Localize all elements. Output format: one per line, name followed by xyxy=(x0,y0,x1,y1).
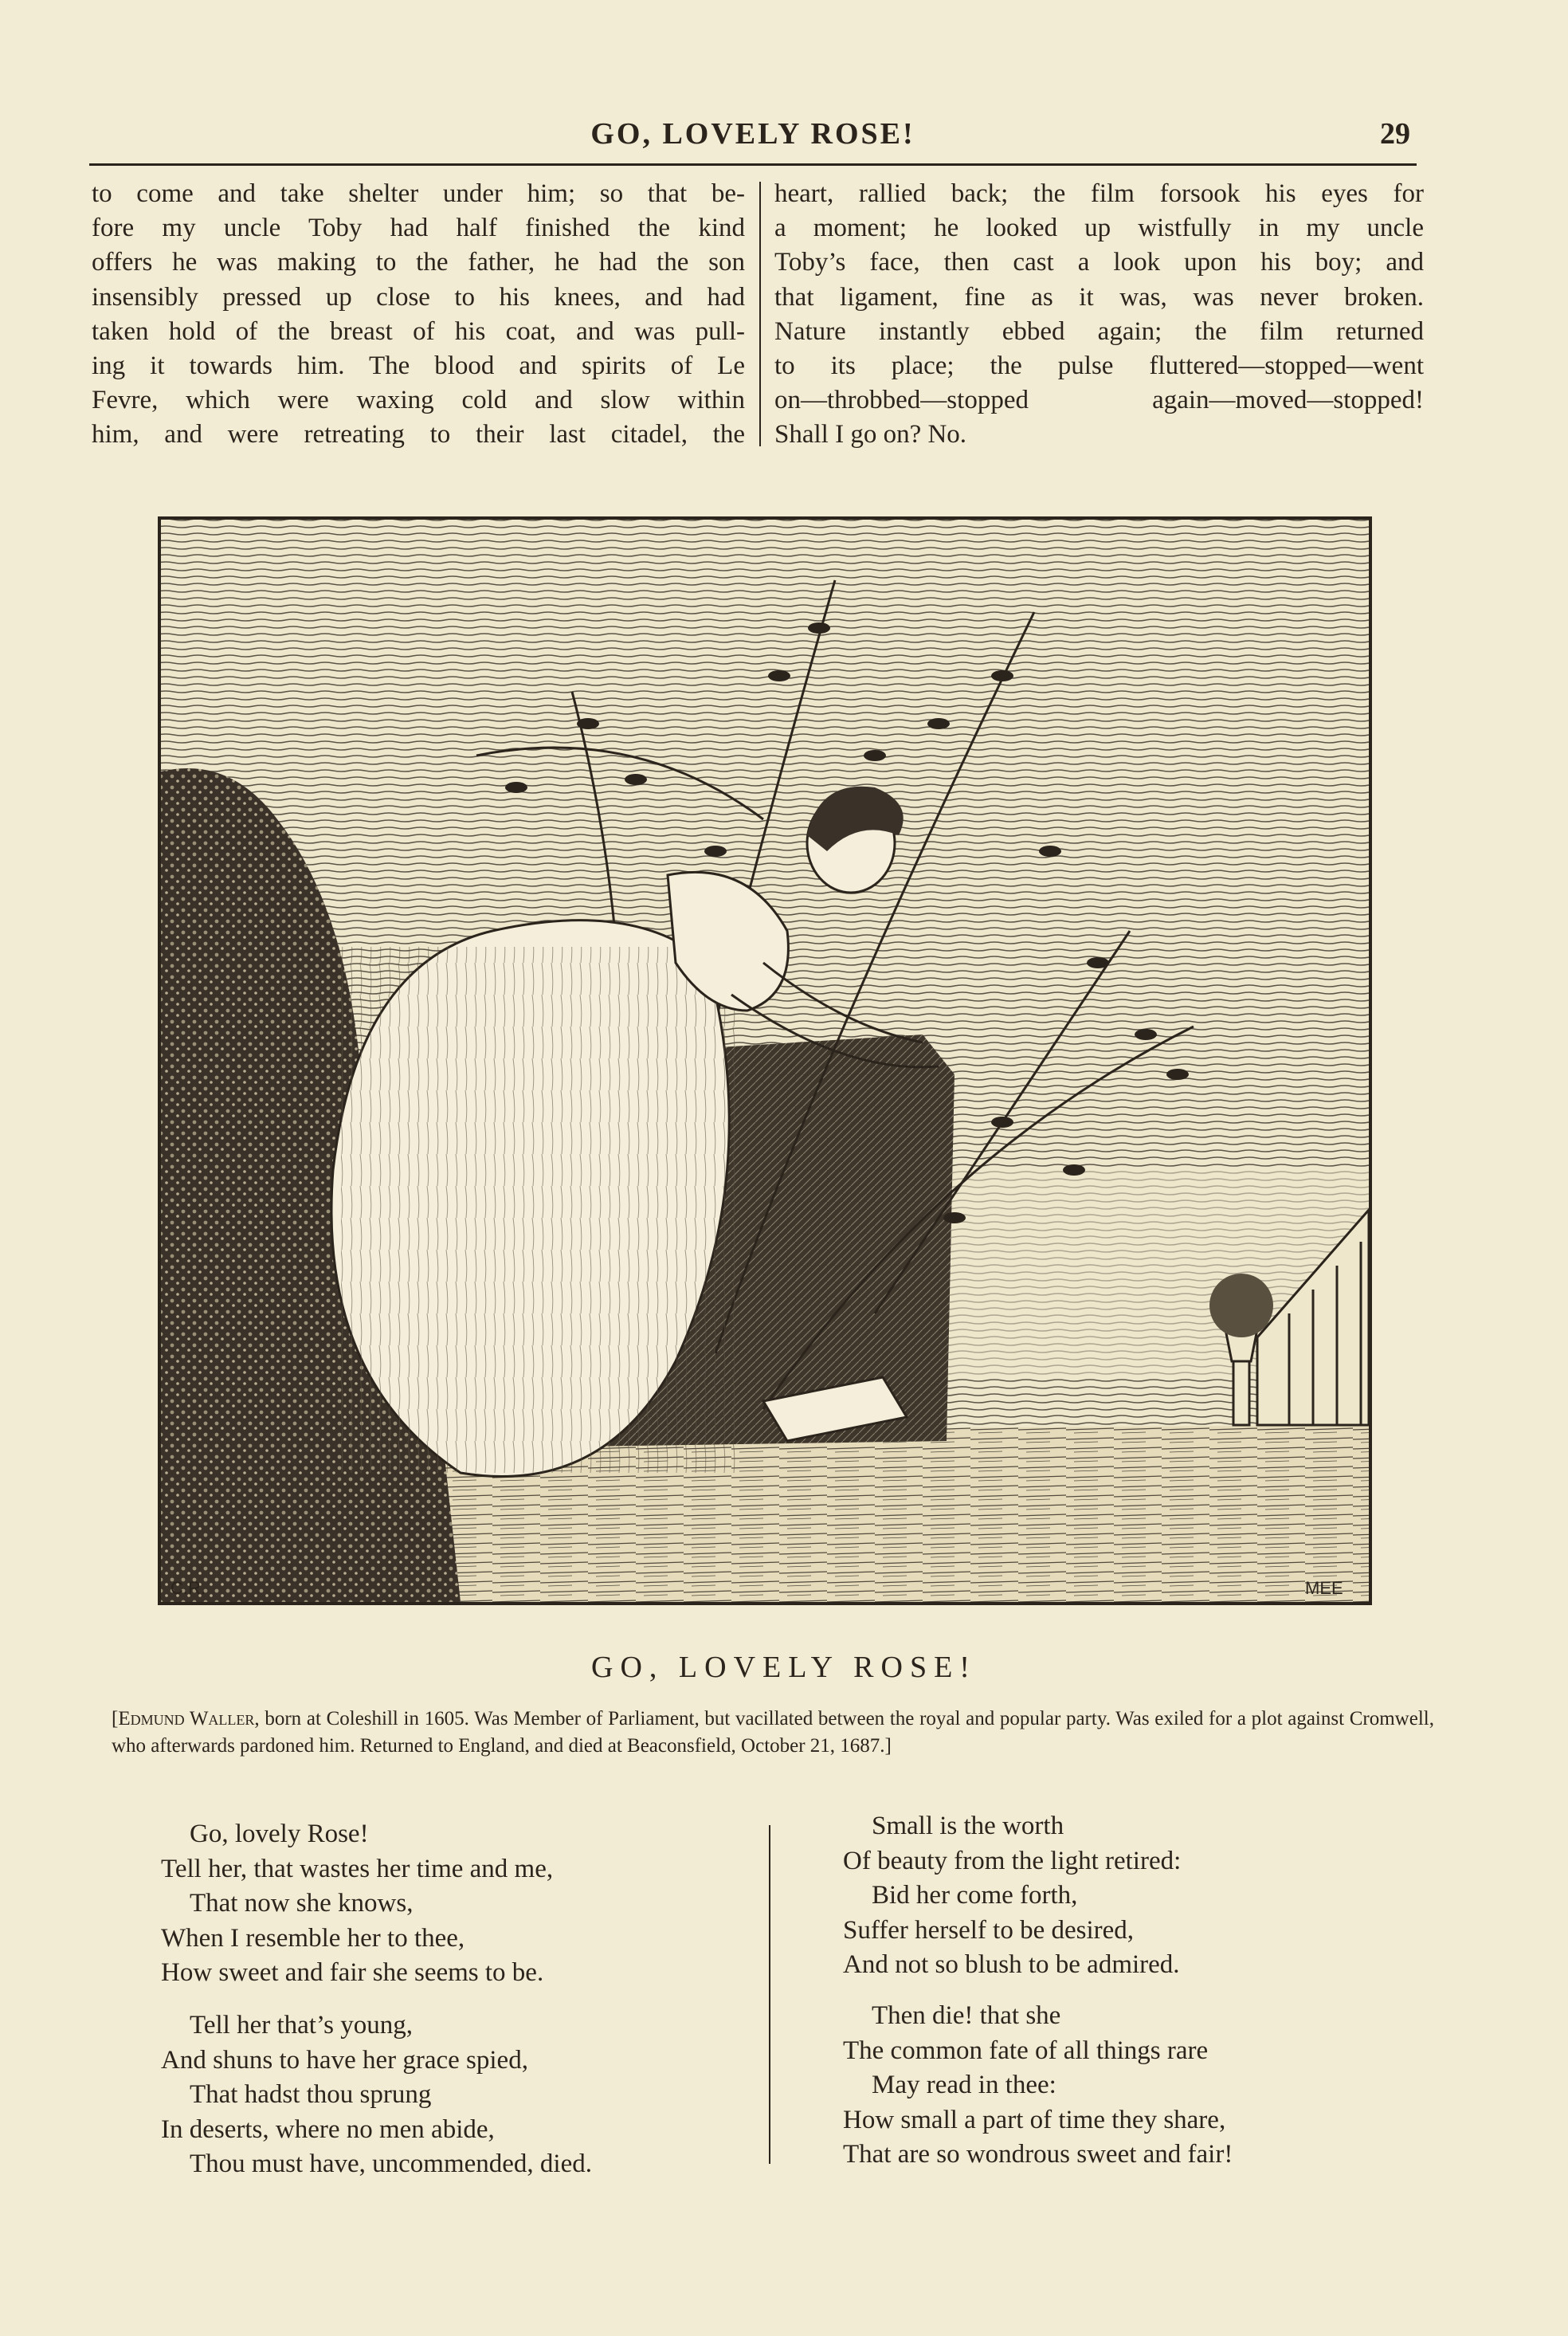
running-header xyxy=(89,112,1417,159)
page-number: 29 xyxy=(1380,117,1410,151)
engraver-signature-left: C.R. xyxy=(171,1578,206,1598)
engraver-signature-right: MEE xyxy=(1305,1578,1343,1598)
stanza-2 xyxy=(161,2008,592,2182)
prose-line: insensibly pressed up close to his knees, and had xyxy=(92,282,745,312)
poem-line: Then die! that she xyxy=(872,2001,1061,2030)
biographical-note xyxy=(112,1706,1434,1760)
prose-line: Toby’s face, then cast a look upon his boy; and xyxy=(774,248,1424,277)
header-rule xyxy=(89,163,1417,166)
poem-line: Suffer herself to be desired, xyxy=(843,1915,1135,1945)
poem-line: Thou must have, uncommended, died. xyxy=(190,2150,592,2178)
running-title: GO, LOVELY ROSE! xyxy=(590,117,915,151)
poem-line: The common fate of all things rare xyxy=(843,2036,1209,2065)
prose-column-left xyxy=(92,177,745,452)
poem-line: Tell her, that wastes her time and me, xyxy=(161,1854,554,1883)
prose-line: that ligament, fine as it was, was never broken. xyxy=(774,282,1424,312)
prose-line: Nature instantly ebbed again; the film returned xyxy=(774,316,1424,346)
poem-line: Bid her come forth, xyxy=(872,1881,1078,1910)
prose-line: heart, rallied back; the film forsook his eyes for xyxy=(774,179,1424,208)
note-text: , born at Coleshill in 1605. Was Member of Parliament, but vacillated between the royal and popular party. Was exiled for a plot against Cromwell, who afterwards pardoned him. Returned to England, and died at Beaconsfield, October 21, 1687.] xyxy=(112,1708,1434,1757)
prose-line: fore my uncle Toby had half finished the kind xyxy=(92,214,745,243)
prose-line: offers he was making to the father, he had the son xyxy=(92,248,745,277)
engraving-illustration xyxy=(158,516,1372,1605)
prose-line: taken hold of the breast of his coat, and was pull- xyxy=(92,316,745,346)
prose-line: ing it towards him. The blood and spirits of Le xyxy=(92,351,745,381)
poem-line: Of beauty from the light retired: xyxy=(843,1846,1182,1875)
prose-line: on—throbbed—stopped again—moved—stopped! xyxy=(774,386,1424,415)
prose-column-right xyxy=(774,177,1424,452)
poem-line: When I resemble her to thee, xyxy=(161,1923,465,1953)
stanza-4 xyxy=(843,1999,1233,2173)
stanza-1 xyxy=(161,1817,553,1991)
poem-line: That are so wondrous sweet and fair! xyxy=(843,2140,1233,2169)
prose-line: him, and were retreating to their last citadel, the xyxy=(92,420,745,450)
stanza-3 xyxy=(843,1809,1181,1983)
poem-line: How sweet and fair she seems to be. xyxy=(161,1958,544,1987)
poem-line: That now she knows, xyxy=(190,1889,414,1918)
poem-column-rule xyxy=(769,1825,770,2164)
poem-line: In deserts, where no men abide, xyxy=(161,2114,495,2144)
prose-line: Shall I go on? No. xyxy=(774,420,967,450)
poem-line: And shuns to have her grace spied, xyxy=(161,2045,528,2075)
prose-line: to its place; the pulse fluttered—stopped—went xyxy=(774,351,1424,381)
poem-line: That hadst thou sprung xyxy=(190,2080,432,2109)
prose-line: a moment; he looked up wistfully in my uncle xyxy=(774,214,1424,243)
poem-line: Small is the worth xyxy=(872,1812,1064,1840)
poem-line: Go, lovely Rose! xyxy=(190,1820,369,1848)
poem-line: And not so blush to be admired. xyxy=(843,1950,1180,1979)
poem-title: GO, LOVELY ROSE! xyxy=(591,1651,977,1684)
note-open-bracket: [ xyxy=(112,1708,119,1729)
poem-line: Tell her that’s young, xyxy=(190,2011,413,2040)
poem-line: May read in thee: xyxy=(872,2071,1056,2099)
poem-line: How small a part of time they share, xyxy=(843,2105,1226,2134)
note-author: Edmund Waller xyxy=(118,1708,255,1729)
column-rule xyxy=(759,182,761,446)
prose-line: to come and take shelter under him; so that be- xyxy=(92,179,745,208)
prose-line: Fevre, which were waxing cold and slow within xyxy=(92,386,745,415)
